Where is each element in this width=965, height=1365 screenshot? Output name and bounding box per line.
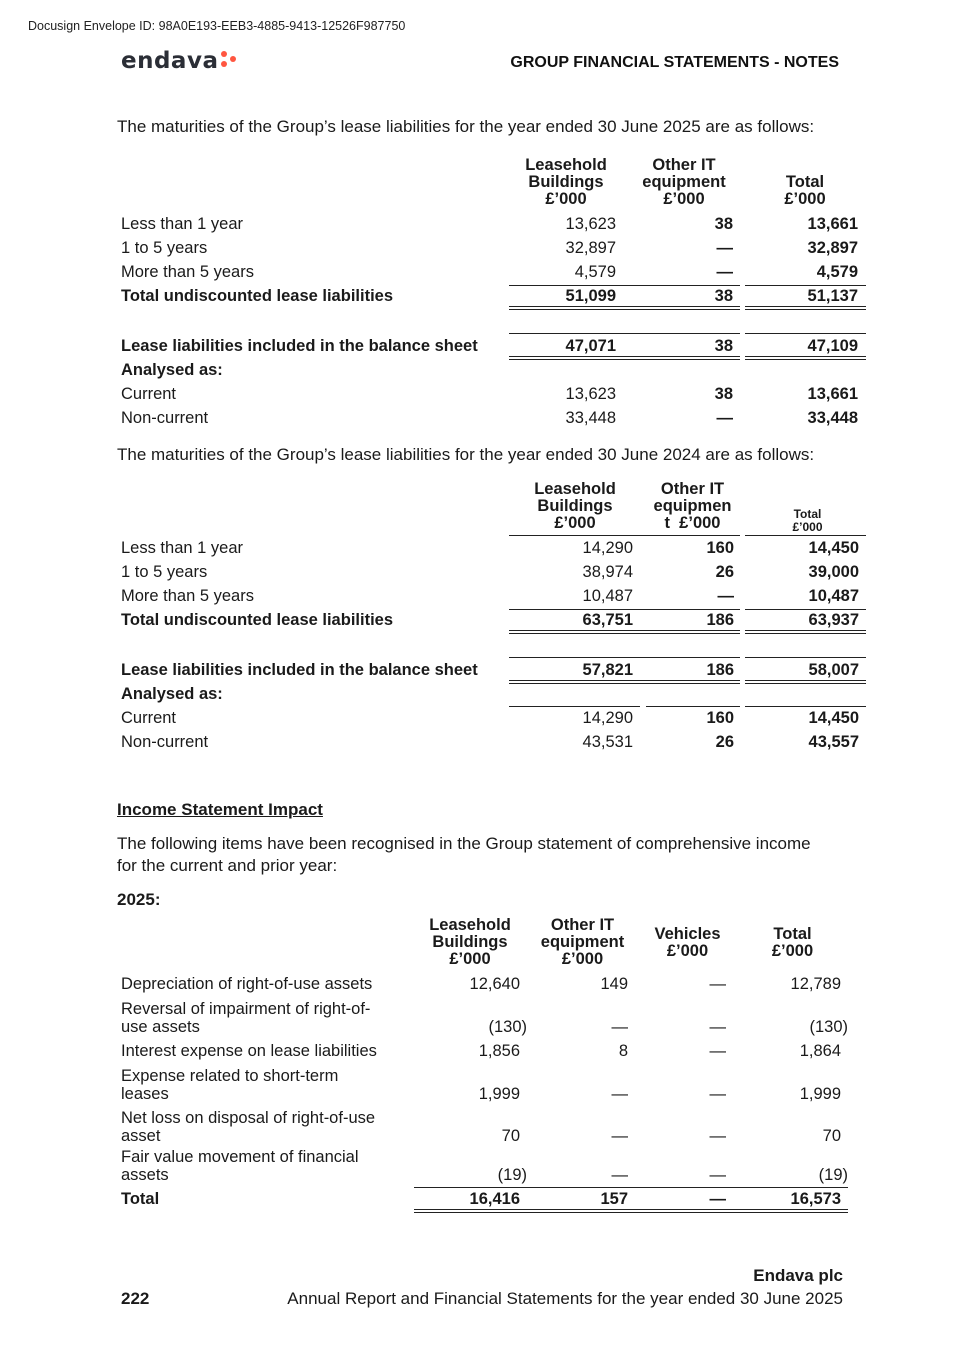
- cell-value: 14,290: [582, 709, 633, 727]
- footer-company: Endava plc: [753, 1266, 843, 1285]
- row-label: Interest expense on lease liabilities: [121, 1042, 377, 1060]
- income-section-title: Income Statement Impact: [117, 800, 323, 819]
- col-header-other-it: Other IT equipment £’000: [540, 916, 625, 968]
- row-label: Less than 1 year: [121, 215, 243, 233]
- col-header-leasehold: Leasehold Buildings £’000: [429, 916, 511, 968]
- cell-value: 57,821: [582, 661, 633, 679]
- row-label: More than 5 years: [121, 587, 254, 605]
- cell-value: 26: [715, 733, 734, 751]
- cell-value: 14,450: [808, 709, 859, 727]
- cell-value: 32,897: [807, 239, 858, 257]
- cell-value: —: [709, 1166, 726, 1184]
- double-rule: [414, 1209, 848, 1213]
- cell-value: 33,448: [565, 409, 616, 427]
- footer-report-title: Annual Report and Financial Statements for the year ended 30 June 2025: [287, 1289, 843, 1308]
- cell-value: —: [716, 239, 733, 257]
- cell-value: 47,071: [565, 337, 616, 355]
- cell-value: —: [709, 975, 726, 993]
- row-label: Total undiscounted lease liabilities: [121, 287, 394, 305]
- table-2025-intro: The maturities of the Group’s lease liabilities for the year ended 30 June 2025 are as follows:: [117, 117, 815, 136]
- cell-value: 13,623: [565, 385, 616, 403]
- page-number: 222: [121, 1289, 150, 1308]
- double-rule: [745, 356, 866, 360]
- double-rule: [509, 630, 740, 634]
- cell-value: 32,897: [565, 239, 616, 257]
- cell-value: (19): [818, 1166, 848, 1184]
- row-label: More than 5 years: [121, 263, 254, 281]
- cell-value: (130): [488, 1018, 527, 1036]
- cell-value: —: [717, 587, 734, 605]
- cell-value: 10,487: [808, 587, 859, 605]
- row-label: Expense related to short-term leases: [121, 1067, 339, 1103]
- row-label: Non-current: [121, 733, 209, 751]
- income-year-label: 2025:: [117, 890, 161, 909]
- cell-value: 8: [618, 1042, 628, 1060]
- income-intro-line1: The following items have been recognised in the Group statement of comprehensive income: [117, 834, 811, 853]
- row-label: Analysed as:: [121, 361, 223, 379]
- col-header-total: Total £’000: [771, 925, 814, 960]
- cell-value: 26: [715, 563, 734, 581]
- row-label: Reversal of impairment of right-of- use assets: [121, 1000, 371, 1036]
- cell-value: 13,661: [807, 215, 858, 233]
- double-rule: [745, 630, 866, 634]
- double-rule: [509, 306, 740, 310]
- cell-value: 1,999: [478, 1085, 520, 1103]
- rule: [745, 609, 866, 610]
- cell-value: 39,000: [808, 563, 859, 581]
- cell-value: 160: [706, 539, 734, 557]
- row-label: Non-current: [121, 409, 209, 427]
- cell-value: 186: [706, 611, 734, 629]
- cell-value: —: [611, 1085, 628, 1103]
- cell-value: —: [611, 1127, 628, 1145]
- cell-value: 47,109: [807, 337, 858, 355]
- cell-value: 38: [714, 385, 733, 403]
- cell-value: 1,856: [478, 1042, 520, 1060]
- rule: [646, 706, 740, 707]
- row-label: Analysed as:: [121, 685, 223, 703]
- cell-value: 70: [822, 1127, 841, 1145]
- cell-value: 12,640: [469, 975, 520, 993]
- row-label: Depreciation of right-of-use assets: [121, 975, 373, 993]
- cell-value: 43,557: [808, 733, 859, 751]
- rule: [509, 609, 740, 610]
- cell-value: 14,450: [808, 539, 859, 557]
- row-label: 1 to 5 years: [121, 563, 208, 581]
- cell-value: 149: [600, 975, 628, 993]
- cell-value: 13,661: [807, 385, 858, 403]
- section-title: GROUP FINANCIAL STATEMENTS - NOTES: [510, 54, 839, 71]
- table-2024-intro: The maturities of the Group’s lease liabilities for the year ended 30 June 2024 are as follows:: [117, 445, 815, 464]
- cell-value: —: [709, 1085, 726, 1103]
- rule: [509, 285, 740, 286]
- cell-value: 63,937: [808, 611, 859, 629]
- rule: [509, 535, 740, 536]
- rule: [745, 657, 866, 658]
- logo-mark-icon: [221, 51, 237, 67]
- cell-value: 51,099: [565, 287, 616, 305]
- cell-value: 38: [714, 337, 733, 355]
- cell-value: 16,416: [469, 1190, 520, 1208]
- col-header-vehicles: Vehicles £’000: [654, 925, 721, 960]
- double-rule: [509, 680, 740, 684]
- row-label: Current: [121, 385, 177, 403]
- col-header-leasehold: Leasehold Buildings £’000: [525, 156, 607, 208]
- row-label: Fair value movement of financial assets: [121, 1148, 359, 1184]
- row-label: Lease liabilities included in the balance sheet: [121, 337, 478, 355]
- rule: [509, 706, 640, 707]
- double-rule: [745, 680, 866, 684]
- cell-value: 43,531: [582, 733, 633, 751]
- cell-value: 33,448: [807, 409, 858, 427]
- col-header-other-it: Other IT equipment £’000: [642, 156, 726, 208]
- cell-value: 70: [501, 1127, 520, 1145]
- cell-value: 1,864: [799, 1042, 841, 1060]
- cell-value: 14,290: [582, 539, 633, 557]
- cell-value: 186: [706, 661, 734, 679]
- cell-value: 12,789: [790, 975, 841, 993]
- col-header-other-it: Other IT equipmen t £’000: [653, 480, 732, 532]
- cell-value: (19): [497, 1166, 527, 1184]
- rule: [745, 706, 866, 707]
- cell-value: 38,974: [582, 563, 633, 581]
- col-header-leasehold: Leasehold Buildings £’000: [534, 480, 616, 532]
- cell-value: 13,623: [565, 215, 616, 233]
- cell-value: 16,573: [790, 1190, 841, 1208]
- cell-value: —: [611, 1018, 628, 1036]
- rule: [509, 657, 740, 658]
- rule: [414, 1187, 848, 1188]
- logo-text: endava: [121, 48, 219, 74]
- col-header-total: Total £’000: [792, 507, 823, 534]
- cell-value: —: [709, 1127, 726, 1145]
- cell-value: —: [709, 1018, 726, 1036]
- rule: [745, 285, 866, 286]
- row-label: Net loss on disposal of right-of-use asset: [121, 1109, 376, 1145]
- row-label: Total undiscounted lease liabilities: [121, 611, 394, 629]
- cell-value: 4,579: [816, 263, 858, 281]
- cell-value: —: [611, 1166, 628, 1184]
- row-label: Less than 1 year: [121, 539, 243, 557]
- cell-value: 1,999: [799, 1085, 841, 1103]
- endava-logo: [121, 48, 237, 74]
- cell-value: 157: [600, 1190, 628, 1208]
- cell-value: 58,007: [808, 661, 859, 679]
- row-label: Total: [121, 1190, 160, 1208]
- cell-value: —: [716, 263, 733, 281]
- row-label: Current: [121, 709, 177, 727]
- cell-value: 4,579: [574, 263, 616, 281]
- double-rule: [745, 306, 866, 310]
- rule: [745, 333, 866, 334]
- row-label: Lease liabilities included in the balance sheet: [121, 661, 478, 679]
- envelope-id: Docusign Envelope ID: 98A0E193-EEB3-4885-9413-12526F987750: [28, 19, 406, 33]
- row-label: 1 to 5 years: [121, 239, 208, 257]
- cell-value: —: [709, 1042, 726, 1060]
- cell-value: 10,487: [582, 587, 633, 605]
- cell-value: 38: [714, 215, 733, 233]
- income-intro-line2: for the current and prior year:: [117, 856, 338, 875]
- cell-value: 51,137: [807, 287, 858, 305]
- cell-value: —: [716, 409, 733, 427]
- cell-value: 38: [714, 287, 733, 305]
- rule: [509, 333, 740, 334]
- double-rule: [509, 356, 740, 360]
- cell-value: —: [709, 1190, 726, 1208]
- cell-value: 160: [706, 709, 734, 727]
- cell-value: 63,751: [582, 611, 633, 629]
- cell-value: (130): [809, 1018, 848, 1036]
- col-header-total: Total £’000: [784, 173, 826, 208]
- rule: [745, 535, 866, 536]
